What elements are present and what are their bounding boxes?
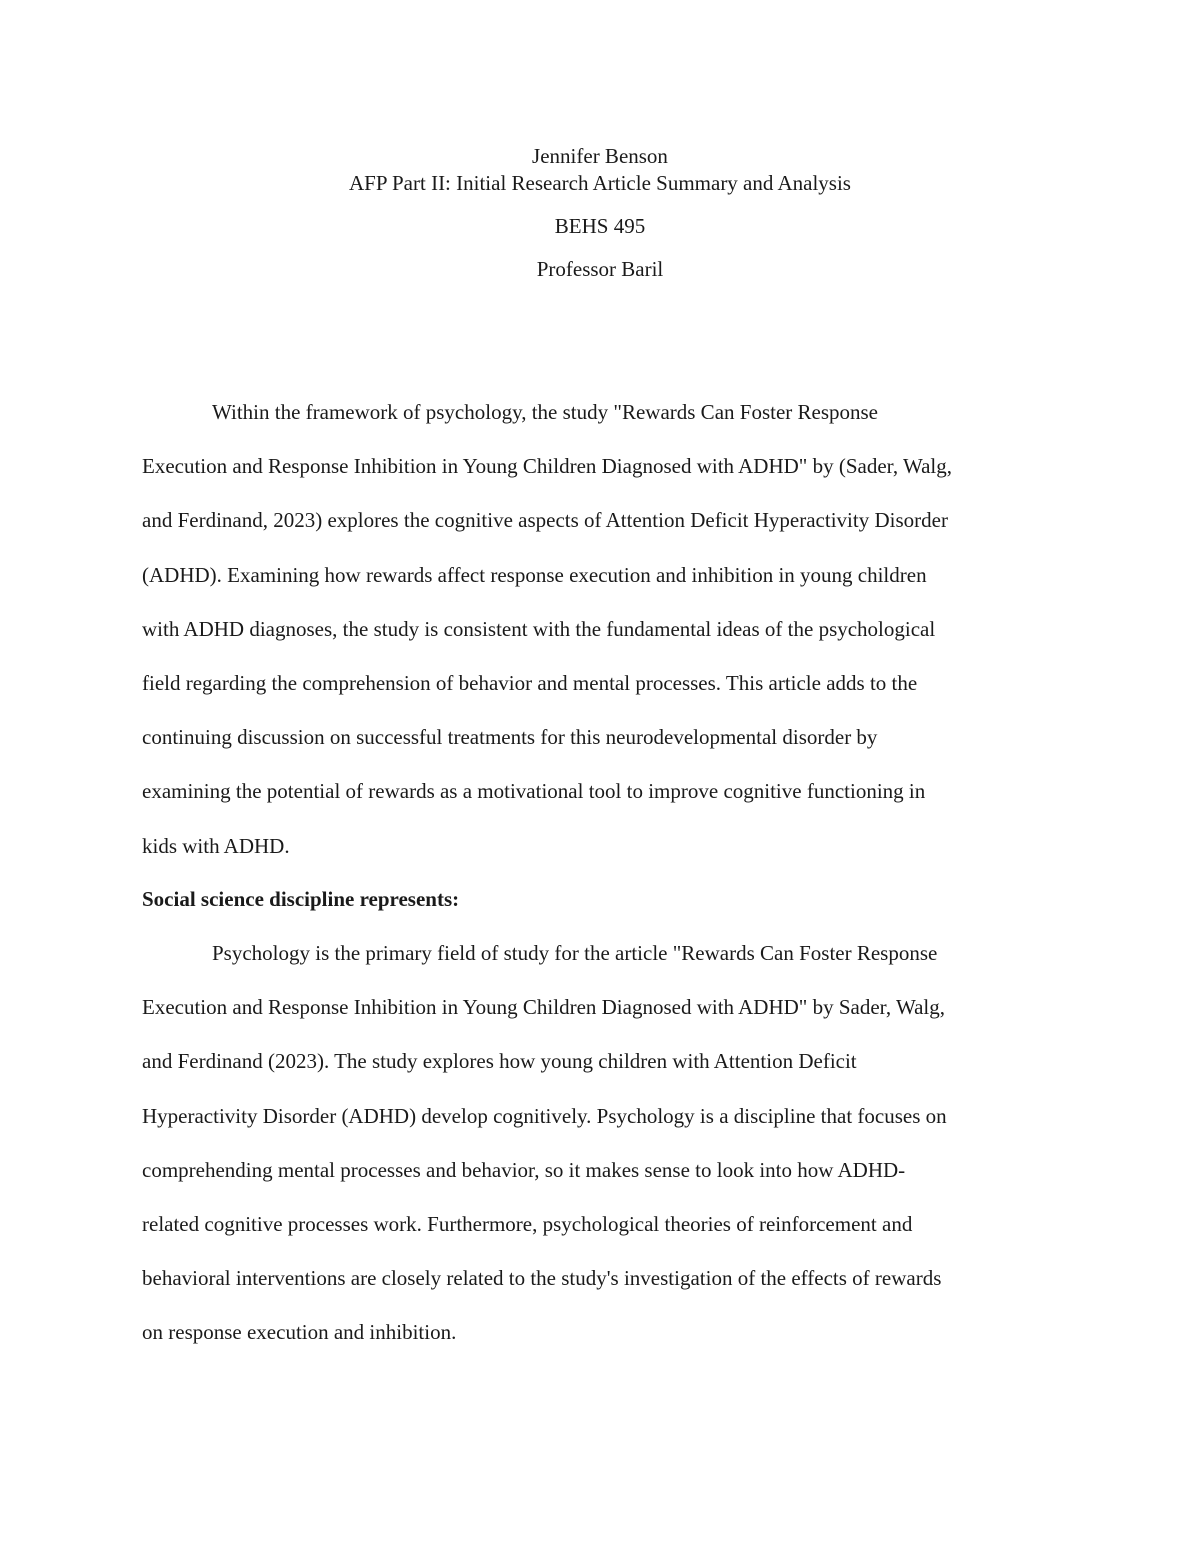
professor-name: Professor Baril bbox=[536, 257, 664, 281]
paragraph-line: Hyperactivity Disorder (ADHD) develop cognitively. Psychology is a discipline that focuses on bbox=[142, 1103, 947, 1128]
course-code: BEHS 495 bbox=[554, 214, 646, 238]
paragraph-line: behavioral interventions are closely related to the study's investigation of the effects of rewards bbox=[142, 1266, 942, 1291]
paragraph-line: Psychology is the primary field of study for the article "Rewards Can Foster Response bbox=[212, 941, 938, 965]
paragraph-line: on response execution and inhibition. bbox=[142, 1320, 457, 1345]
paragraph-line: Execution and Response Inhibition in Young Children Diagnosed with ADHD" by Sader, Walg, bbox=[142, 995, 946, 1020]
paragraph-line: continuing discussion on successful treatments for this neurodevelopmental disorder by bbox=[142, 725, 878, 750]
paragraph-line: examining the potential of rewards as a motivational tool to improve cognitive functioning in bbox=[142, 779, 926, 804]
paragraph-line: field regarding the comprehension of behavior and mental processes. This article adds to the bbox=[142, 671, 918, 696]
document-title: AFP Part II: Initial Research Article Summary and Analysis bbox=[349, 171, 851, 195]
paragraph-line: and Ferdinand, 2023) explores the cognitive aspects of Attention Deficit Hyperactivity Disorder bbox=[142, 508, 948, 533]
paragraph-line: related cognitive processes work. Furthermore, psychological theories of reinforcement and bbox=[142, 1212, 913, 1237]
paragraph-line: comprehending mental processes and behavior, so it makes sense to look into how ADHD- bbox=[142, 1157, 906, 1182]
paragraph-line: kids with ADHD. bbox=[142, 833, 290, 858]
intro-paragraph bbox=[142, 385, 1062, 873]
section-heading: Social science discipline represents: bbox=[142, 887, 460, 911]
paragraph-line: Within the framework of psychology, the study "Rewards Can Foster Response bbox=[212, 400, 879, 424]
author-name: Jennifer Benson bbox=[532, 144, 668, 168]
paragraph-line: Execution and Response Inhibition in Young Children Diagnosed with ADHD" by (Sader, Walg, bbox=[142, 454, 952, 479]
discipline-paragraph bbox=[142, 926, 1062, 1360]
paragraph-line: and Ferdinand (2023). The study explores how young children with Attention Deficit bbox=[142, 1049, 857, 1074]
paragraph-line: (ADHD). Examining how rewards affect response execution and inhibition in young children bbox=[142, 562, 927, 587]
paragraph-line: with ADHD diagnoses, the study is consistent with the fundamental ideas of the psychological bbox=[142, 616, 936, 641]
